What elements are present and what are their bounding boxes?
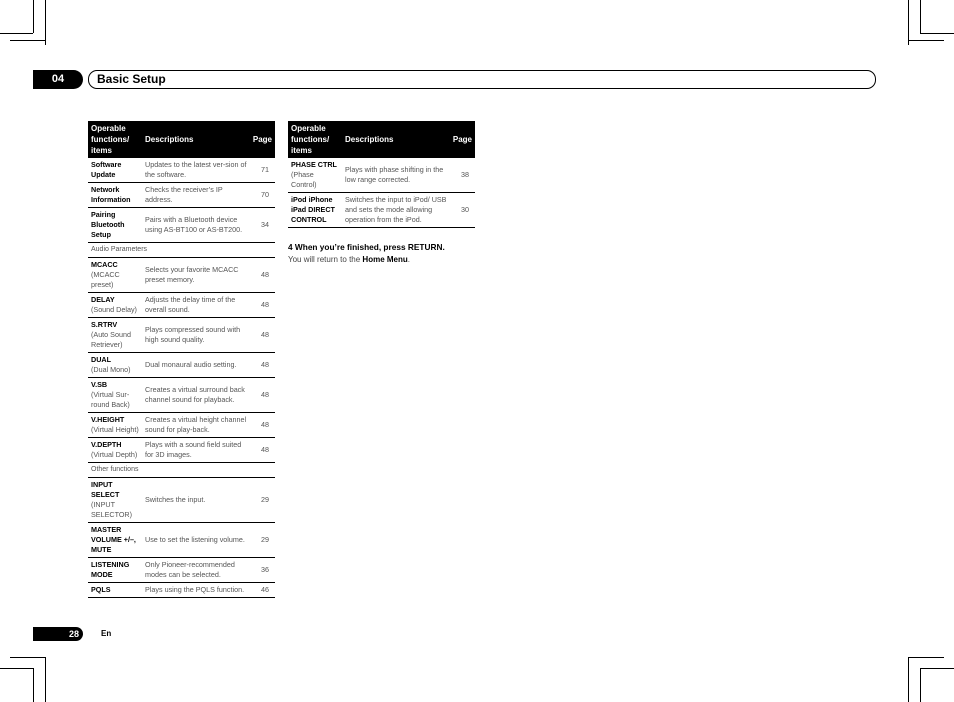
table-row bbox=[88, 158, 275, 183]
crop-mark bbox=[45, 0, 46, 45]
col-header-descriptions: Descriptions bbox=[142, 121, 250, 158]
crop-mark bbox=[0, 33, 33, 34]
crop-mark bbox=[10, 40, 45, 41]
function-name: PHASE CTRL bbox=[291, 160, 337, 169]
function-cell bbox=[88, 158, 142, 183]
function-name: iPod iPhone iPad DIRECT CONTROL bbox=[291, 195, 335, 224]
section-label: Other functions bbox=[88, 463, 275, 478]
table-row bbox=[88, 378, 275, 413]
function-cell bbox=[88, 583, 142, 598]
function-subtitle: (Virtual Height) bbox=[91, 425, 139, 434]
description-cell: Plays with a sound field suited for 3D images. bbox=[142, 438, 250, 463]
function-cell bbox=[288, 158, 342, 193]
page-number: 28 bbox=[33, 627, 83, 641]
step-note-highlight: Home Menu bbox=[362, 255, 408, 264]
table-section-row bbox=[88, 243, 275, 258]
chapter-title: Basic Setup bbox=[97, 72, 166, 86]
functions-table-right bbox=[288, 121, 475, 228]
page-cell: 46 bbox=[250, 583, 275, 598]
crop-mark bbox=[908, 40, 944, 41]
page-cell: 29 bbox=[250, 478, 275, 523]
section-label: Audio Parameters bbox=[88, 243, 275, 258]
page-cell: 70 bbox=[250, 183, 275, 208]
table-row bbox=[88, 208, 275, 243]
function-name: Pairing Bluetooth Setup bbox=[91, 210, 125, 239]
function-subtitle: (Virtual Depth) bbox=[91, 450, 138, 459]
table-row bbox=[88, 318, 275, 353]
function-name: PQLS bbox=[91, 585, 111, 594]
description-cell: Plays using the PQLS function. bbox=[142, 583, 250, 598]
crop-mark bbox=[920, 668, 954, 669]
function-cell bbox=[288, 193, 342, 228]
step-note-suffix: . bbox=[407, 255, 410, 264]
function-name: V.HEIGHT bbox=[91, 415, 125, 424]
function-cell bbox=[88, 558, 142, 583]
function-cell bbox=[88, 478, 142, 523]
table-row bbox=[88, 353, 275, 378]
page-cell: 48 bbox=[250, 353, 275, 378]
page-cell: 36 bbox=[250, 558, 275, 583]
table-header-row bbox=[88, 121, 275, 158]
page-cell: 48 bbox=[250, 258, 275, 293]
description-cell: Creates a virtual surround back channel sound for playback. bbox=[142, 378, 250, 413]
page-cell: 48 bbox=[250, 438, 275, 463]
function-cell bbox=[88, 258, 142, 293]
function-cell bbox=[88, 208, 142, 243]
function-name: Network Information bbox=[91, 185, 131, 204]
function-cell bbox=[88, 438, 142, 463]
table-body bbox=[88, 158, 275, 598]
table-row bbox=[88, 413, 275, 438]
crop-mark bbox=[908, 657, 909, 702]
table-row bbox=[88, 293, 275, 318]
crop-mark bbox=[33, 0, 34, 33]
page-cell: 48 bbox=[250, 293, 275, 318]
crop-mark bbox=[908, 0, 909, 45]
function-subtitle: (Phase Control) bbox=[291, 170, 317, 189]
function-cell bbox=[88, 293, 142, 318]
page-cell: 48 bbox=[250, 378, 275, 413]
table-row bbox=[88, 183, 275, 208]
table-row bbox=[88, 258, 275, 293]
function-subtitle: (Dual Mono) bbox=[91, 365, 131, 374]
function-name: S.RTRV bbox=[91, 320, 118, 329]
function-subtitle: (INPUT SELECTOR) bbox=[91, 500, 133, 519]
description-cell: Only Pioneer-recommended modes can be selected. bbox=[142, 558, 250, 583]
step-note-prefix: You will return to the bbox=[288, 255, 363, 264]
function-subtitle: (Virtual Sur-round Back) bbox=[91, 390, 130, 409]
function-cell bbox=[88, 413, 142, 438]
description-cell: Dual monaural audio setting. bbox=[142, 353, 250, 378]
chapter-number: 04 bbox=[33, 70, 83, 89]
page-cell: 34 bbox=[250, 208, 275, 243]
function-cell bbox=[88, 523, 142, 558]
crop-mark bbox=[908, 657, 944, 658]
function-name: MCACC bbox=[91, 260, 118, 269]
function-name: INPUT SELECT bbox=[91, 480, 120, 499]
crop-mark bbox=[10, 657, 45, 658]
function-name: DUAL bbox=[91, 355, 111, 364]
table-row bbox=[288, 158, 475, 193]
crop-mark bbox=[920, 668, 921, 702]
page-cell: 71 bbox=[250, 158, 275, 183]
table-body bbox=[288, 158, 475, 228]
table-row bbox=[88, 438, 275, 463]
function-name: V.SB bbox=[91, 380, 108, 389]
description-cell: Updates to the latest ver-sion of the software. bbox=[142, 158, 250, 183]
page-cell: 48 bbox=[250, 413, 275, 438]
description-cell: Switches the input to iPod/ USB and sets the mode allowing operation from the iPod. bbox=[342, 193, 450, 228]
crop-mark bbox=[920, 33, 954, 34]
crop-mark bbox=[33, 668, 34, 702]
description-cell: Checks the receiver’s IP address. bbox=[142, 183, 250, 208]
description-cell: Adjusts the delay time of the overall sound. bbox=[142, 293, 250, 318]
col-header-page: Page bbox=[450, 121, 475, 158]
col-header-page: Page bbox=[250, 121, 275, 158]
function-cell bbox=[88, 353, 142, 378]
table-row bbox=[88, 583, 275, 598]
table-row bbox=[88, 478, 275, 523]
table-row bbox=[88, 558, 275, 583]
function-subtitle: (MCACC preset) bbox=[91, 270, 120, 289]
description-cell: Use to set the listening volume. bbox=[142, 523, 250, 558]
table-row bbox=[88, 523, 275, 558]
description-cell: Plays compressed sound with high sound quality. bbox=[142, 318, 250, 353]
language-label: En bbox=[101, 629, 112, 638]
functions-table-left bbox=[88, 121, 275, 598]
function-cell bbox=[88, 318, 142, 353]
page-cell: 29 bbox=[250, 523, 275, 558]
function-name: Software Update bbox=[91, 160, 122, 179]
chapter-header-bar bbox=[88, 70, 876, 89]
function-name: DELAY bbox=[91, 295, 115, 304]
col-header-functions: Operable functions/ items bbox=[288, 121, 342, 158]
description-cell: Selects your favorite MCACC preset memory. bbox=[142, 258, 250, 293]
description-cell: Plays with phase shifting in the low range corrected. bbox=[342, 158, 450, 193]
function-name: LISTENING MODE bbox=[91, 560, 130, 579]
table-row bbox=[288, 193, 475, 228]
function-cell bbox=[88, 378, 142, 413]
crop-mark bbox=[920, 0, 921, 33]
step-note bbox=[288, 255, 410, 264]
description-cell: Creates a virtual height channel sound for play-back. bbox=[142, 413, 250, 438]
col-header-functions: Operable functions/ items bbox=[88, 121, 142, 158]
table-header-row bbox=[288, 121, 475, 158]
step-heading: 4 When you’re finished, press RETURN. bbox=[288, 242, 445, 252]
table-section-row bbox=[88, 463, 275, 478]
function-name: V.DEPTH bbox=[91, 440, 122, 449]
function-subtitle: (Auto Sound Retriever) bbox=[91, 330, 131, 349]
page-cell: 38 bbox=[450, 158, 475, 193]
description-cell: Pairs with a Bluetooth device using AS-BT100 or AS-BT200. bbox=[142, 208, 250, 243]
function-name: MASTER VOLUME +/–, MUTE bbox=[91, 525, 136, 554]
function-subtitle: (Sound Delay) bbox=[91, 305, 137, 314]
crop-mark bbox=[0, 668, 33, 669]
function-cell bbox=[88, 183, 142, 208]
page-cell: 30 bbox=[450, 193, 475, 228]
description-cell: Switches the input. bbox=[142, 478, 250, 523]
crop-mark bbox=[45, 657, 46, 702]
col-header-descriptions: Descriptions bbox=[342, 121, 450, 158]
page-cell: 48 bbox=[250, 318, 275, 353]
